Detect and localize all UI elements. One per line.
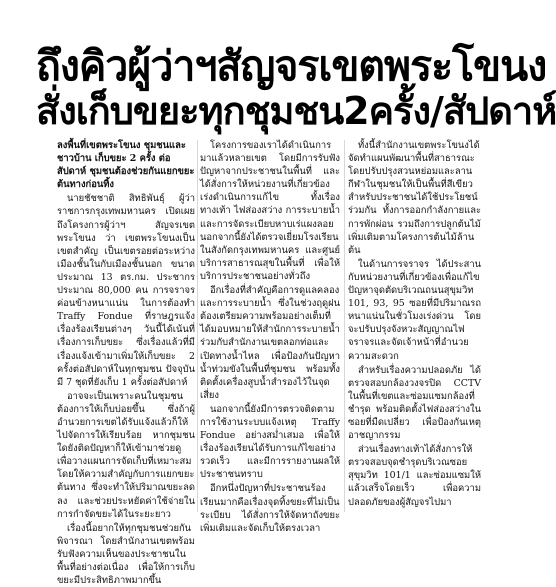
article-paragraph: สำหรับเรื่องความปลอดภัย ได้ตรวจสอบกล้องวงจรปิด CCTV ในพื้นที่เขตและซ่อมแซมกล้องที่ชำรุด พร้อมติดตั้งไฟส่องสว่างในซอยที่มืดเปลี่ยว เพื่อป้องกันเหตุอาชญากรรม: [348, 364, 481, 442]
article-paragraph: ทั้งนี้สำนักงานเขตพระโขนงได้จัดทำแผนพัฒนาพื้นที่สาธารณะ โดยปรับปรุงสวนหย่อมและลานกีฬาในชุมชนให้เป็นพื้นที่สีเขียวสำหรับประชาชนได้ใช้ประโยชน์ร่วมกัน ทั้งการออกกำลังกายและการพักผ่อน รวมถึงการปลูกต้นไม้เพิ่มเติมตามโครงการต้นไม้ล้านต้น: [348, 140, 481, 256]
article-paragraph: ในด้านการจราจร ได้ประสานกับหน่วยงานที่เกี่ยวข้องเพื่อแก้ไขปัญหาจุดตัดบริเวณถนนสุขุมวิท 101, 93, 95 ซอยที่มีปริมาณรถหนาแน่นในชั่วโมงเร่งด่วน โดยจะปรับปรุงจังหวะสัญญาณไฟจราจรและจัดเจ้าหน้าที่อำนวยความสะดวก: [348, 258, 481, 362]
article-paragraph: อีกหนึ่งปัญหาที่ประชาชนร้องเรียนมากคือเรื่องจุดทิ้งขยะที่ไม่เป็นระเบียบ ได้สั่งการให้จัดหาถังขยะเพิ่มเติมและจัดเก็บให้ตรงเวลา: [200, 483, 340, 534]
article-lead: ลงพื้นที่เขตพระโขนง ชุมชนและชาวบ้าน เก็บขยะ 2 ครั้ง ต่อสัปดาห์ ชุมชนต้องช่วยกันแยกขยะต้นทางก่อนทิ้ง: [57, 140, 195, 191]
headline-line-1: ถึงคิวผู้ว่าฯสัญจรเขตพระโขนง: [36, 42, 547, 90]
article-paragraph: นายชัชชาติ สิทธิพันธุ์ ผู้ว่าราชการกรุงเทพมหานคร เปิดเผยถึงโครงการผู้ว่าฯ สัญจรเขตพระโขนง ว่า เขตพระโขนงเป็นเขตสำคัญ เป็นเขตรอยต่อระหว่างเมืองชั้นในกับเมืองชั้นนอก ขนาดประมาณ 13 ตร.กม. ประชากรประมาณ 80,000 คน การจราจรค่อนข้างหนาแน่น ในการต้องทำ Traffy Fondue ที่ราษฎรแจ้งเรื่องร้องเรียนต่างๆ วันนี้ได้เน้นที่เรื่องการเก็บขยะ ซึ่งเรื่องแล้วที่มีเรื่องแจ้งเข้ามาเพิ่มให้เก็บขยะ 2 ครั้งต่อสัปดาห์ในทุกชุมชน ปัจจุบันมี 7 ชุดที่ยังเก็บ 1 ครั้งต่อสัปดาห์: [57, 193, 195, 388]
article-paragraph: ส่วนเรื่องทางเท้าได้สั่งการให้ตรวจสอบจุดชำรุดบริเวณซอยสุขุมวิท 101/1 และซ่อมแซมให้แล้วเสร็จโดยเร็ว เพื่อความปลอดภัยของผู้สัญจรไปมา: [348, 444, 481, 508]
article-paragraph: เรื่องนี้อยากให้ทุกชุมชนช่วยกันพิจารณา โดยสำนักงานเขตพร้อมรับฟังความเห็นของประชาชนในพื้นที่อย่างต่อเนื่อง เพื่อให้การเก็บขยะมีประสิทธิภาพมากขึ้น: [57, 522, 195, 587]
article-column-2: [200, 139, 340, 534]
column-divider: [197, 140, 198, 512]
article-column-1: [57, 139, 195, 587]
article-paragraph: โครงการของเราได้ดำเนินการมาแล้วหลายเขต โดยมีการรับฟังปัญหาจากประชาชนในพื้นที่ และได้สั่งการให้หน่วยงานที่เกี่ยวข้องเร่งดำเนินการแก้ไข ทั้งเรื่องทางเท้า ไฟส่องสว่าง การระบายน้ำ และการจัดระเบียบหาบเร่แผงลอย นอกจากนี้ยังได้ตรวจเยี่ยมโรงเรียนในสังกัดกรุงเทพมหานคร และศูนย์บริการสาธารณสุขในพื้นที่ เพื่อให้บริการประชาชนอย่างทั่วถึง: [200, 140, 340, 282]
article-column-3: [348, 139, 481, 512]
article-paragraph: อีกเรื่องที่สำคัญคือการดูแลคลองและการระบายน้ำ ซึ่งในช่วงฤดูฝนต้องเตรียมความพร้อมอย่างเต็มที่ ได้มอบหมายให้สำนักการระบายน้ำร่วมกับสำนักงานเขตลอกท่อและเปิดทางน้ำไหล เพื่อป้องกันปัญหาน้ำท่วมขังในพื้นที่ชุมชน พร้อมทั้งติดตั้งเครื่องสูบน้ำสำรองไว้ในจุดเสี่ยง: [200, 285, 340, 401]
article-paragraph: อาจจะเป็นเพราะคนในชุมชนต้องการให้เก็บบ่อยขึ้น ซึ่งถ้าผู้อำนวยการเขตได้รับแจ้งแล้วก็ให้ไปจัดการให้เรียบร้อย หากชุมชนใดยังติดปัญหาก็ให้เข้ามาช่วยดูเพื่อวางแผนการจัดเก็บที่เหมาะสม โดยให้ความสำคัญกับการแยกขยะต้นทาง ซึ่งจะทำให้ปริมาณขยะลดลง และช่วยประหยัดค่าใช้จ่ายในการกำจัดขยะได้ในระยะยาว: [57, 390, 195, 520]
article-paragraph: นอกจากนี้ยังมีการตรวจติดตามการใช้งานระบบแจ้งเหตุ Traffy Fondue อย่างสม่ำเสมอ เพื่อให้เรื่องร้องเรียนได้รับการแก้ไขอย่างรวดเร็ว และมีการรายงานผลให้ประชาชนทราบ: [200, 403, 340, 481]
headline-line-2: สั่งเก็บขยะทุกชุมชน2ครั้ง/สัปดาห์: [36, 89, 556, 133]
column-divider: [344, 140, 345, 512]
